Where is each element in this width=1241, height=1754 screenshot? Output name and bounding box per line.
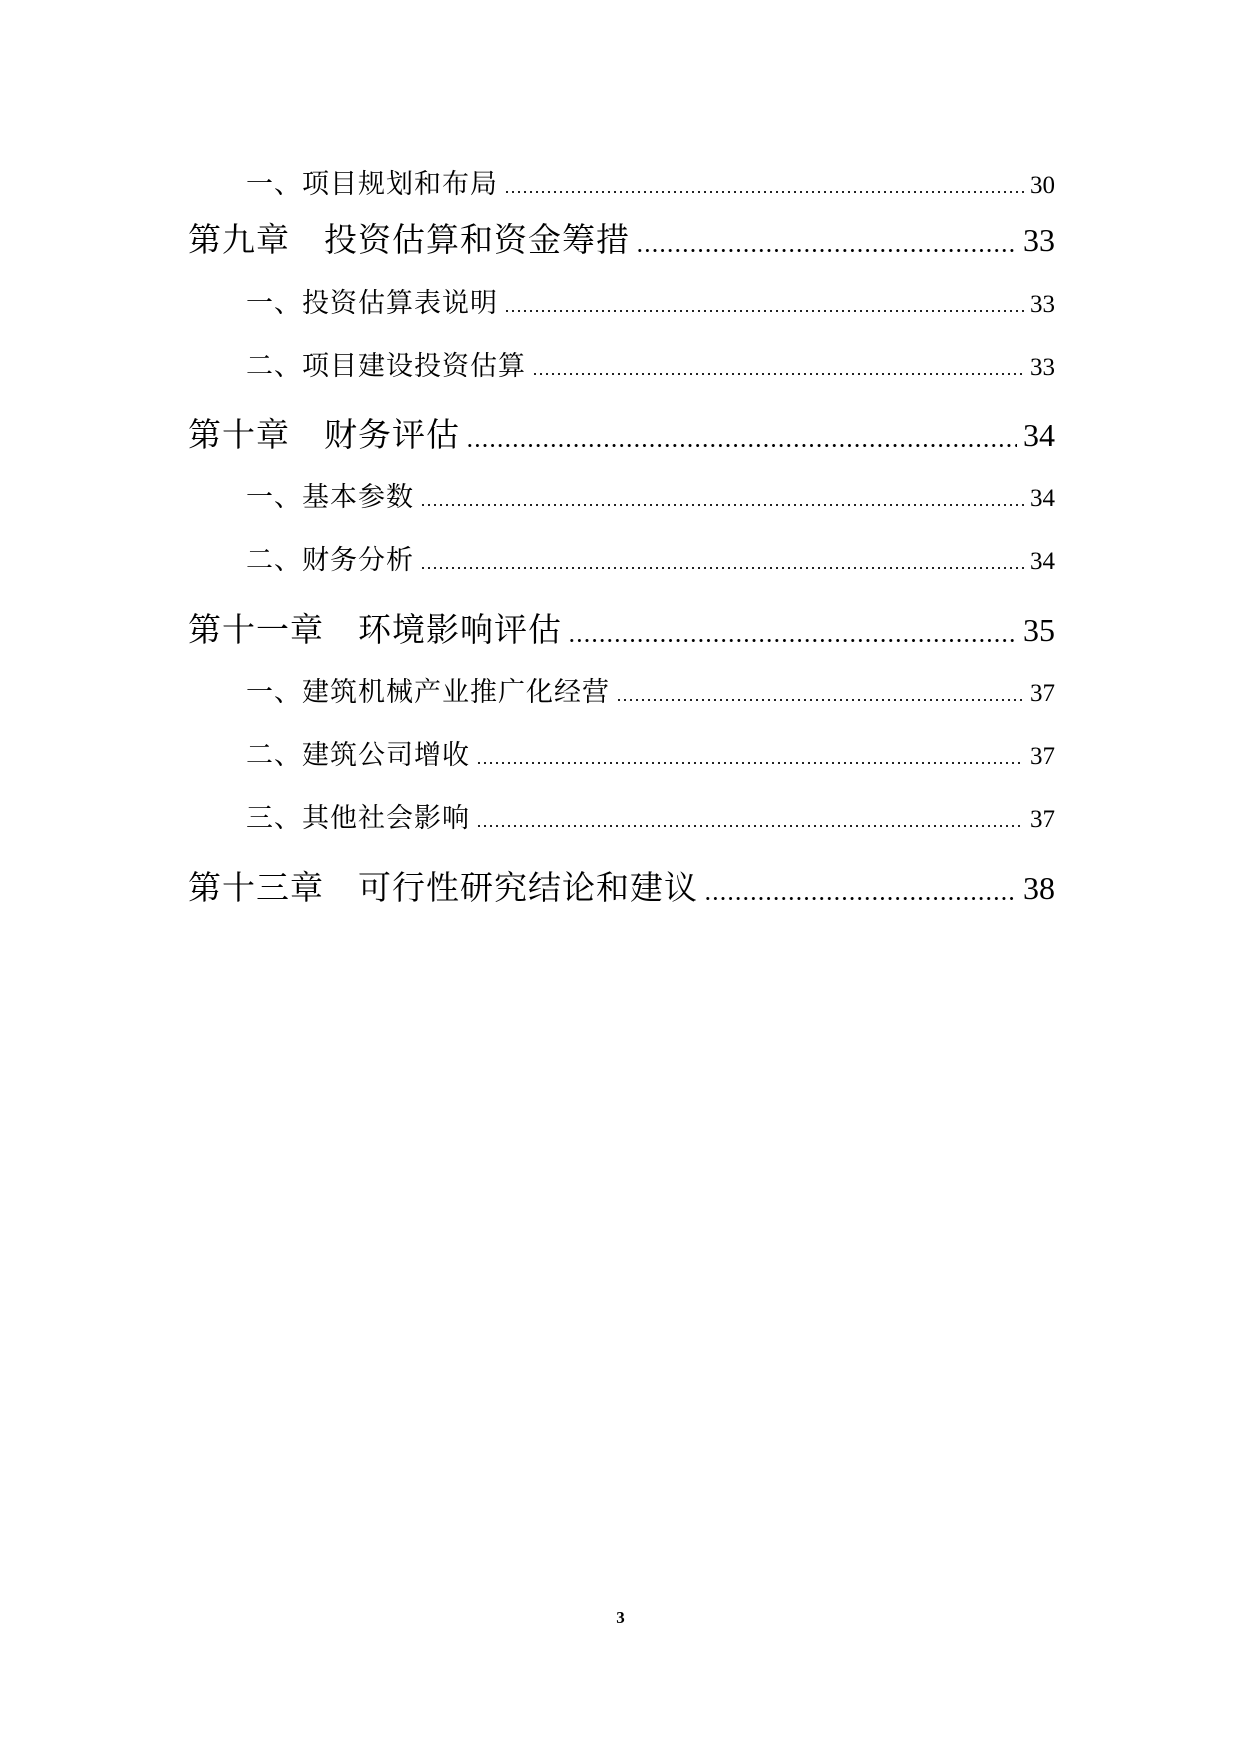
toc-entry-title: 一、投资估算表说明 — [246, 288, 498, 319]
toc-dot-leader — [476, 824, 1024, 828]
toc-entry-section[interactable] — [0, 733, 1241, 772]
toc-entry-title: 二、财务分析 — [246, 545, 414, 576]
toc-entry-page: 33 — [1030, 291, 1055, 318]
toc-dot-leader — [636, 248, 1017, 253]
toc-dot-leader — [504, 309, 1024, 313]
toc-entry-title: 第十一章 环境影响评估 — [188, 610, 562, 649]
toc-entry-chapter[interactable] — [0, 214, 1241, 261]
toc-entry-page: 33 — [1030, 354, 1055, 381]
toc-entry-title: 一、基本参数 — [246, 482, 414, 513]
toc-entry-title: 一、建筑机械产业推广化经营 — [246, 677, 610, 708]
toc-entry-page: 34 — [1030, 548, 1055, 575]
toc-entry-title: 二、项目建设投资估算 — [246, 351, 526, 382]
toc-entry-title: 三、其他社会影响 — [246, 803, 470, 834]
toc-entry-title: 一、项目规划和布局 — [246, 169, 498, 200]
toc-entry-page: 37 — [1030, 806, 1055, 833]
toc-entry-chapter[interactable] — [0, 409, 1241, 456]
toc-entry-chapter[interactable] — [0, 604, 1241, 651]
toc-dot-leader — [466, 443, 1017, 448]
toc-dot-leader — [616, 698, 1024, 702]
toc-dot-leader — [476, 761, 1024, 765]
toc-entry-page: 34 — [1030, 485, 1055, 512]
toc-dot-leader — [532, 372, 1024, 376]
toc-dot-leader — [420, 503, 1024, 507]
toc-entry-page: 38 — [1023, 870, 1055, 906]
toc-entry-page: 37 — [1030, 743, 1055, 770]
toc-dot-leader — [568, 638, 1017, 643]
toc-entry-title: 第九章 投资估算和资金筹措 — [188, 220, 630, 259]
toc-entry-title: 第十三章 可行性研究结论和建议 — [188, 868, 698, 907]
toc-entry-section[interactable] — [0, 796, 1241, 835]
toc-dot-leader — [704, 896, 1017, 901]
toc-entry-title: 第十章 财务评估 — [188, 415, 460, 454]
toc-entry-chapter[interactable] — [0, 862, 1241, 909]
toc-entry-section[interactable] — [0, 475, 1241, 514]
toc-entry-section[interactable] — [0, 538, 1241, 577]
toc-entry-page: 33 — [1023, 222, 1055, 258]
toc-entry-page: 34 — [1023, 417, 1055, 453]
toc-entry-page: 30 — [1030, 172, 1055, 199]
toc-entry-section[interactable] — [0, 281, 1241, 320]
toc-entry-page: 37 — [1030, 680, 1055, 707]
toc-dot-leader — [420, 566, 1024, 570]
page-number: 3 — [616, 1608, 625, 1627]
toc-entry-section[interactable] — [0, 670, 1241, 709]
toc-entry-section[interactable] — [0, 344, 1241, 383]
toc-entry-section[interactable] — [0, 162, 1241, 201]
toc-dot-leader — [504, 190, 1024, 194]
toc-entry-title: 二、建筑公司增收 — [246, 740, 470, 771]
toc-entry-page: 35 — [1023, 612, 1055, 648]
